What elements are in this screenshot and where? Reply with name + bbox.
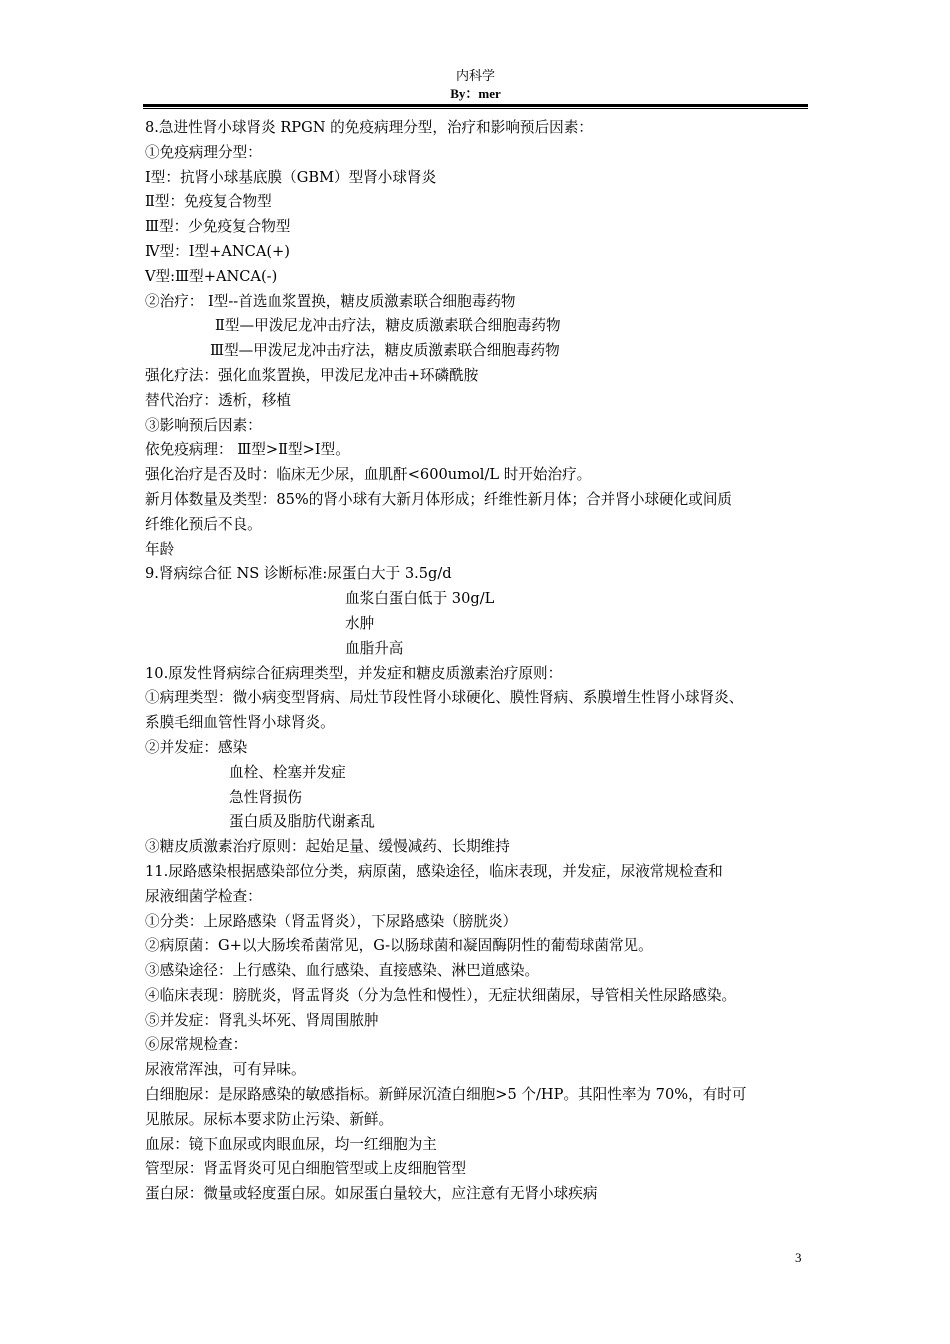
header-author: By：mer <box>450 86 501 101</box>
text-line: 急性肾损伤 <box>229 788 302 806</box>
text-line: 强化疗法：强化血浆置换，甲泼尼龙冲击+环磷酰胺 <box>145 366 479 384</box>
text-line: Ⅳ型：Ⅰ型+ANCA(+) <box>145 242 290 260</box>
header-title: 内科学 <box>455 69 495 84</box>
text-line: 年龄 <box>145 540 175 558</box>
text-line: ①免疫病理分型： <box>145 143 262 161</box>
text-line: 管型尿：肾盂肾炎可见白细胞管型或上皮细胞管型 <box>145 1160 467 1178</box>
page-header <box>143 68 808 102</box>
text-line: 蛋白质及脂肪代谢紊乱 <box>229 813 375 831</box>
text-line: 新月体数量及类型：85%的肾小球有大新月体形成；纤维性新月体；合并肾小球硬化或间质 <box>145 490 733 508</box>
text-line: 依免疫病理： Ⅲ型>Ⅱ型>Ⅰ型。 <box>145 441 350 459</box>
page-number: 3 <box>795 1250 802 1265</box>
text-line: ⑤并发症：肾乳头坏死、肾周围脓肿 <box>145 1011 379 1029</box>
text-line: ③感染途径：上行感染、血行感染、直接感染、淋巴道感染。 <box>145 962 540 980</box>
text-line: 尿液常浑浊，可有异味。 <box>145 1061 306 1079</box>
text-line: Ⅱ型：免疫复合物型 <box>145 193 272 211</box>
text-line: 白细胞尿：是尿路感染的敏感指标。新鲜尿沉渣白细胞>5 个/HP。其阳性率为 70%，有时可 <box>145 1086 747 1104</box>
text-line: 8.急进性肾小球肾炎 RPGN 的免疫病理分型，治疗和影响预后因素： <box>145 119 593 136</box>
text-line: 纤维化预后不良。 <box>145 515 262 533</box>
text-line: 蛋白尿：微量或轻度蛋白尿。如尿蛋白量较大，应注意有无肾小球疾病 <box>145 1185 598 1203</box>
text-line: 9.肾病综合征 NS 诊断标准:尿蛋白大于 3.5g/d <box>145 565 452 583</box>
text-line: ①病理类型：微小病变型肾病、局灶节段性肾小球硬化、膜性肾病、系膜增生性肾小球肾炎、 <box>145 689 744 707</box>
text-line: 系膜毛细血管性肾小球肾炎。 <box>145 714 335 732</box>
text-line: ②病原菌：G+以大肠埃希菌常见，G-以肠球菌和凝固酶阴性的葡萄球菌常见。 <box>145 937 653 955</box>
text-line: Ⅴ型:Ⅲ型+ANCA(-) <box>145 267 278 285</box>
text-line: ①分类：上尿路感染（肾盂肾炎），下尿路感染（膀胱炎） <box>145 912 518 930</box>
text-line: Ⅱ型—甲泼尼龙冲击疗法，糖皮质激素联合细胞毒药物 <box>215 317 561 335</box>
text-line: Ⅲ型—甲泼尼龙冲击疗法，糖皮质激素联合细胞毒药物 <box>210 342 560 360</box>
text-line: 血栓、栓塞并发症 <box>229 763 346 781</box>
text-line: ②治疗： Ⅰ型--首选血浆置换，糖皮质激素联合细胞毒药物 <box>145 292 516 310</box>
text-line: ④临床表现：膀胱炎，肾盂肾炎（分为急性和慢性），无症状细菌尿，导管相关性尿路感染。 <box>145 986 737 1004</box>
text-line: ②并发症：感染 <box>145 738 248 756</box>
text-line: 血脂升高 <box>345 639 404 657</box>
header-rule-thick <box>143 104 808 107</box>
document-body <box>145 116 810 1207</box>
text-line: 强化治疗是否及时：临床无少尿，血肌酐<600umol/L 时开始治疗。 <box>145 466 592 484</box>
text-line: 水肿 <box>345 614 375 632</box>
text-line: ③影响预后因素： <box>145 416 262 434</box>
text-line: 替代治疗：透析，移植 <box>145 391 291 409</box>
text-line: 血浆白蛋白低于 30g/L <box>345 590 495 608</box>
text-line: 见脓尿。尿标本要求防止污染、新鲜。 <box>145 1110 394 1128</box>
text-line: 10.原发性肾病综合征病理类型，并发症和糖皮质激素治疗原则： <box>145 664 563 682</box>
text-line: ⑥尿常规检查： <box>145 1036 248 1054</box>
text-line: ③糖皮质激素治疗原则：起始足量、缓慢减药、长期维持 <box>145 838 510 856</box>
text-line: Ⅲ型：少免疫复合物型 <box>145 218 291 236</box>
text-line: 血尿：镜下血尿或肉眼血尿，均一红细胞为主 <box>145 1135 437 1153</box>
text-line: Ⅰ型：抗肾小球基底膜（GBM）型肾小球肾炎 <box>145 168 437 186</box>
text-line: 11.尿路感染根据感染部位分类，病原菌，感染途径，临床表现，并发症，尿液常规检查和 <box>145 862 723 880</box>
header-rule-thin <box>143 108 808 109</box>
text-line: 尿液细菌学检查： <box>145 887 262 905</box>
